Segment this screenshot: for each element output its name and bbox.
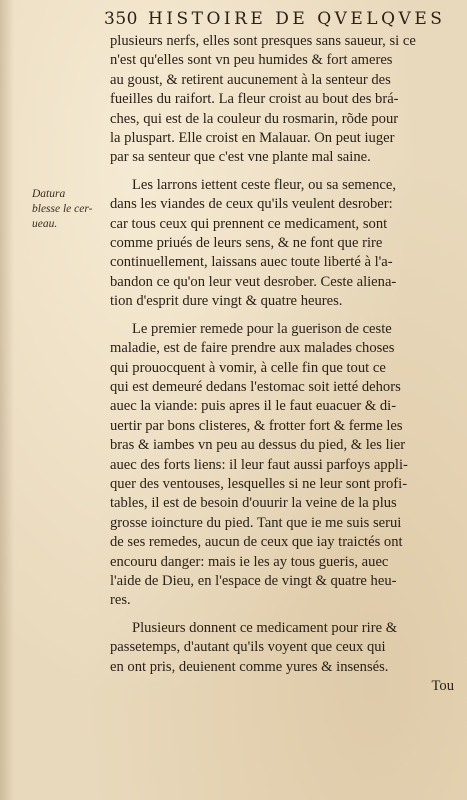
text-line: res.	[110, 592, 131, 609]
text-line: car tous ceux qui prennent ce medicament, sont	[110, 215, 388, 232]
text-line: au goust, & retirent aucunement à la senteur des	[110, 71, 391, 88]
text-line: de ses remedes, aucun de ceux que iay traictés ont	[110, 534, 403, 551]
margin-note-line: Datura	[32, 188, 66, 200]
page-header	[104, 9, 457, 33]
page-number: 350	[104, 9, 138, 29]
text-line: maladie, est de faire prendre aux malades choses	[110, 340, 395, 357]
text-line: auec des forts liens: il leur faut aussi parfoys appli-	[110, 456, 408, 473]
page-gutter-shadow	[0, 0, 14, 800]
text-line: par sa senteur que c'est vne plante mal saine.	[110, 149, 371, 166]
text-line: passetemps, d'autant qu'ils voyent que ceux qui	[110, 639, 386, 656]
paragraph-gap	[110, 168, 458, 176]
text-line: dans les viandes de ceux qu'ils veulent desrober:	[110, 196, 393, 213]
text-line: qui est demeuré dedans l'estomac soit ietté dehors	[110, 378, 401, 395]
text-line: auec la viande: puis apres il le faut euacuer & di-	[110, 398, 397, 415]
text-line: la pluspart. Elle croist en Malauar. On peut iuger	[110, 130, 395, 147]
catchword: Tou	[431, 678, 454, 694]
text-line: tion d'esprit dure vingt & quatre heures.	[110, 293, 343, 310]
text-line: en ont pris, deuienent comme yures & insensés.	[110, 658, 389, 675]
text-line: quer des ventouses, lesquelles si ne leur sont profi-	[110, 475, 408, 492]
text-line: uertir par bons clisteres, & frotter fort & ferme les	[110, 417, 403, 434]
margin-note-line: blesse le cer-	[32, 203, 93, 215]
text-line: plusieurs nerfs, elles sont presques sans saueur, si ce	[110, 33, 416, 49]
margin-note	[32, 187, 100, 232]
text-line: Le premier remede pour la guerison de ceste	[132, 320, 392, 337]
text-line: n'est qu'elles sont vn peu humides & fort ameres	[110, 52, 393, 69]
paragraph	[110, 320, 458, 611]
text-line: Les larrons iettent ceste fleur, ou sa semence,	[132, 176, 397, 193]
text-line: comme priués de leurs sens, & ne font que rire	[110, 235, 383, 252]
paragraph	[110, 176, 458, 312]
text-line: grosse ioincture du pied. Tant que ie me suis serui	[110, 514, 402, 531]
text-line: bras & iambes vn peu au dessus du pied, & les lier	[110, 437, 406, 454]
running-head: HISTOIRE DE QVELQVES	[147, 9, 446, 29]
text-line: encouru danger: mais ie les ay tous gueris, auec	[110, 553, 389, 570]
text-line: tables, il est de besoin d'ouurir la veine de la plus	[110, 495, 397, 512]
text-line: fueilles du raifort. La fleur croist au bout des brá-	[110, 91, 399, 108]
paragraph-gap	[110, 611, 458, 619]
text-line: continuellement, laissans auec toute liberté à l'a-	[110, 254, 393, 271]
text-line: bandon ce qu'on leur veut desrober. Ceste aliena-	[110, 273, 397, 290]
paragraph	[110, 619, 458, 677]
text-line: qui prouocquent à vomir, à celle fin que tout ce	[110, 359, 386, 376]
text-line: Plusieurs donnent ce medicament pour rire &	[132, 619, 398, 636]
body-text	[110, 32, 458, 696]
paragraph-gap	[110, 312, 458, 320]
text-line: ches, qui est de la couleur du rosmarin, rõde pour	[110, 110, 399, 127]
margin-note-line: ueau.	[32, 218, 58, 230]
paragraph	[110, 32, 458, 168]
text-line: l'aide de Dieu, en l'espace de vingt & quatre heu-	[110, 572, 397, 589]
